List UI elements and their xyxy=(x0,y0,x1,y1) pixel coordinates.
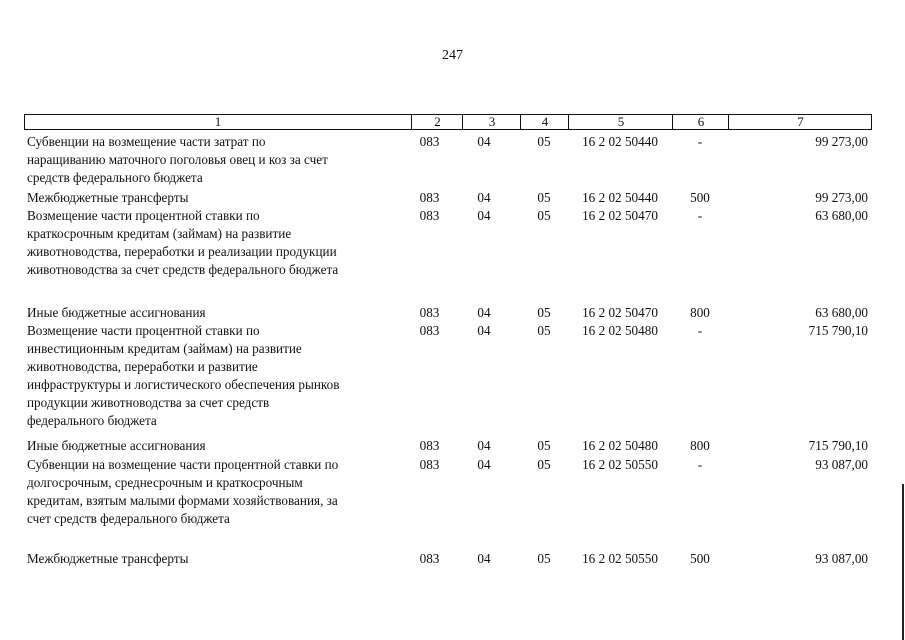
row-ministry-code: 083 xyxy=(419,190,440,205)
row-target-code: 16 2 02 50480 xyxy=(582,323,658,338)
row-subsection-code: 05 xyxy=(537,134,551,149)
row-section-code: 04 xyxy=(477,134,491,149)
row-amount: 93 087,00 xyxy=(815,457,868,472)
row-subsection-code: 05 xyxy=(537,323,551,338)
row-ministry-code: 083 xyxy=(419,208,440,223)
row-expense-type: - xyxy=(697,457,703,472)
row-ministry-code: 083 xyxy=(419,323,440,338)
row-name-line: счет средств федерального бюджета xyxy=(27,511,230,526)
row-section-code: 04 xyxy=(477,305,491,320)
row-amount: 715 790,10 xyxy=(808,438,868,453)
header-col-6: 6 xyxy=(672,115,729,129)
row-expense-type: - xyxy=(697,134,703,149)
row-name-line: Субвенции на возмещение части затрат по xyxy=(27,134,266,149)
row-target-code: 16 2 02 50470 xyxy=(582,208,658,223)
row-name-line: продукции животноводства за счет средств xyxy=(27,395,270,410)
row-section-code: 04 xyxy=(477,551,491,566)
row-name xyxy=(27,207,411,279)
row-name xyxy=(27,322,411,430)
row-target-code: 16 2 02 50480 xyxy=(582,438,658,453)
row-section-code: 04 xyxy=(477,323,491,338)
row-name-line: Субвенции на возмещение части процентной ставки по xyxy=(27,457,339,472)
row-section-code: 04 xyxy=(477,208,491,223)
row-expense-type: 800 xyxy=(690,305,710,320)
row-name-line: Возмещение части процентной ставки по xyxy=(27,323,260,338)
row-name xyxy=(27,189,411,207)
row-name-line: инвестиционным кредитам (займам) на развитие xyxy=(27,341,302,356)
row-name-line: средств федерального бюджета xyxy=(27,170,203,185)
row-subsection-code: 05 xyxy=(537,551,551,566)
row-ministry-code: 083 xyxy=(419,457,440,472)
row-name-line: инфраструктуры и логистического обеспечения рынков xyxy=(27,377,340,392)
row-amount: 93 087,00 xyxy=(815,551,868,566)
row-name-line: животноводства, переработки и развитие xyxy=(27,359,258,374)
row-name xyxy=(27,550,411,568)
row-name xyxy=(27,456,411,528)
row-ministry-code: 083 xyxy=(419,438,440,453)
row-name-line: кредитам, взятым малыми формами хозяйствования, за xyxy=(27,493,338,508)
row-name-line: федерального бюджета xyxy=(27,413,157,428)
row-amount: 63 680,00 xyxy=(815,208,868,223)
row-expense-type: 500 xyxy=(690,551,710,566)
row-subsection-code: 05 xyxy=(537,208,551,223)
row-name-line: животноводства за счет средств федерального бюджета xyxy=(27,262,339,277)
row-target-code: 16 2 02 50470 xyxy=(582,305,658,320)
row-section-code: 04 xyxy=(477,438,491,453)
scan-edge-line xyxy=(902,484,904,640)
row-expense-type: - xyxy=(697,323,703,338)
row-target-code: 16 2 02 50440 xyxy=(582,190,658,205)
row-name xyxy=(27,304,411,322)
table-header-row xyxy=(24,114,872,130)
row-name xyxy=(27,437,411,455)
row-amount: 715 790,10 xyxy=(808,323,868,338)
row-ministry-code: 083 xyxy=(419,305,440,320)
row-target-code: 16 2 02 50550 xyxy=(582,551,658,566)
row-amount: 99 273,00 xyxy=(815,134,868,149)
row-name-line: Межбюджетные трансферты xyxy=(27,190,189,205)
row-section-code: 04 xyxy=(477,190,491,205)
page-number: 247 xyxy=(442,48,463,63)
row-amount: 63 680,00 xyxy=(815,305,868,320)
row-expense-type: 500 xyxy=(690,190,710,205)
row-target-code: 16 2 02 50440 xyxy=(582,134,658,149)
row-expense-type: - xyxy=(697,208,703,223)
header-col-4: 4 xyxy=(520,115,569,129)
row-name-line: Межбюджетные трансферты xyxy=(27,551,189,566)
row-ministry-code: 083 xyxy=(419,134,440,149)
header-col-7: 7 xyxy=(728,115,872,129)
row-name-line: Возмещение части процентной ставки по xyxy=(27,208,260,223)
row-name-line: наращиванию маточного поголовья овец и коз за счет xyxy=(27,152,328,167)
row-name-line: животноводства, переработки и реализации продукции xyxy=(27,244,337,259)
header-col-1: 1 xyxy=(214,114,222,129)
row-amount: 99 273,00 xyxy=(815,190,868,205)
header-col-5: 5 xyxy=(568,115,673,129)
row-name-line: Иные бюджетные ассигнования xyxy=(27,438,206,453)
row-subsection-code: 05 xyxy=(537,190,551,205)
row-ministry-code: 083 xyxy=(419,551,440,566)
row-subsection-code: 05 xyxy=(537,305,551,320)
row-name-line: краткосрочным кредитам (займам) на развитие xyxy=(27,226,292,241)
row-subsection-code: 05 xyxy=(537,457,551,472)
row-expense-type: 800 xyxy=(690,438,710,453)
header-col-3: 3 xyxy=(462,115,521,129)
row-name xyxy=(27,133,411,187)
row-subsection-code: 05 xyxy=(537,438,551,453)
row-name-line: Иные бюджетные ассигнования xyxy=(27,305,206,320)
row-name-line: долгосрочным, среднесрочным и краткосрочным xyxy=(27,475,303,490)
row-section-code: 04 xyxy=(477,457,491,472)
header-col-2: 2 xyxy=(411,115,463,129)
row-target-code: 16 2 02 50550 xyxy=(582,457,658,472)
